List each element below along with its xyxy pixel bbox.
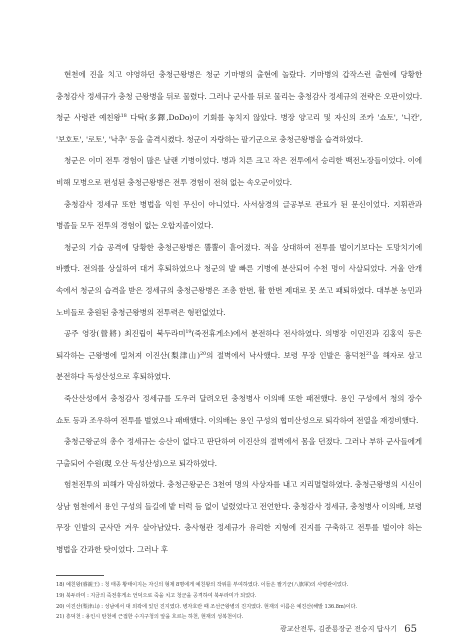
footnotes	[56, 580, 422, 623]
running-footer-title: 광교산전투, 김준룡장군 전승지 답사기	[279, 625, 398, 633]
paragraph-text: 죽산산성에서 충청감사 정세규를 도우러 달려오던 충청병사 이의배 또한 패전했다. 용인 구성에서 청의 장수 쇼토 등과 조우하여 전투를 벌였으나 패배했다. 이의배는 용인 구성의 협미산성으로 퇴각하여 전열을 재정비했다.	[56, 393, 422, 425]
page-footer	[280, 624, 417, 635]
footnote-ref[interactable]: 18	[120, 113, 127, 120]
paragraph	[56, 194, 422, 237]
paragraph-text: 청군의 기습 공격에 당황한 충청근왕병은 뿔뿔이 흩어졌다. 적을 상대하여 전투를 벌이기보다는 도망치기에 바빴다. 전의를 상실하여 대거 후퇴하였으나 청군의 발 빠른 기병에 분산되어 수천 명이 사살되었다. 겨울 안개 속에서 청군의 습격을 받은 정세규의 충청근왕병은 조총 한번, 활 한번 제대로 못 쏘고 패퇴하였다. 대부분 농민과 노비들로 충원된 충청근왕병의 전투력은 형편없었다.	[56, 242, 422, 317]
paragraph	[56, 64, 422, 150]
paragraph-text: 공주 영장(營將) 최진립이 북두라미	[64, 329, 186, 339]
paragraph-text: 현천에 진을 치고 야영하던 충청근왕병은 청군 기마병의 출현에 놀랐다. 기마병의 갑작스런 출현에 당황한 충청감사 정세규가 충청 근왕병을 뒤로 물렸다. 그러나 군사를 뒤로 물리는 충청감사 정세규의 전략은 오판이었다. 청군 사령관 예친왕	[56, 70, 422, 123]
footnote: 19) 북두라미 : 지금의 죽전휴게소 언덕으로 죽을 치고 청군을 공격하여 북두라미가 되었다.	[56, 592, 257, 599]
paragraph-text: 다탁(多鐸,DoDo)이 기회를 놓치지 않았다. 병장 양고리 및 자신의 조카 '쇼토', '니칸', '보호토', '로토', '낙추' 등을 출격시켰다. 청군이 자랑하는 팔기군으로 충청근왕병을 습격하였다.	[56, 113, 422, 144]
paragraph	[56, 388, 422, 431]
footnote-ref[interactable]: 19	[185, 329, 192, 336]
paragraph-text: 험천전투의 피해가 막심하였다. 충청근왕군은 3천여 명의 사상자를 내고 지리멸렬하였다. 충청근왕병의 시신이 상남 험천에서 용인 구성의 들길에 밭 터럭 듬 없이 널렸었다고 전언한다. 충청감사 정세규, 충청병사 이의배, 보령 무장 인발의 군사만 겨우 살아남았다. 충사형관 정세규가 유리한 지형에 진지를 구축하고 전투를 벌이야 하는 병법을 간과한 탓이었다. 그러나 후	[56, 480, 422, 555]
paragraph	[56, 150, 422, 193]
footnote: 20) 이진산(梨津山) : 성남에서 대 외곽에 있던 진지였다. 병자호란 때 조선근왕병의 진지였다. 현재의 이름은 예진산(해발 136.8m)이다.	[56, 603, 357, 610]
paragraph	[56, 237, 422, 323]
paragraph	[56, 474, 422, 560]
paragraph-text: (죽전휴게소)에서 분전하다 전사하였다. 의병장 이민진과 김홍익 등은 퇴각하는 근왕병에 밀쳐져 이진산(梨津山)	[56, 329, 423, 360]
paragraph-text: 충청근왕군의 총수 정세규는 승산이 없다고 판단하여 이진산의 절벽에서 몸을 던졌다. 그러나 부하 군사들에게 구출되어 수원(現 오산 독성산성)으로 퇴각하였다.	[56, 437, 422, 468]
body-text	[56, 64, 422, 561]
footnote: 18) 예친왕(睿親王) : 청 태종 황태이지는 자신의 형제 8명에게 예친왕의 작위를 부여하였다. 이들은 팔기군(八旗軍)의 사령관이었다.	[56, 582, 349, 588]
paragraph-text: 을 해자로 삼고 분전하다 독성산성으로 후퇴하였다.	[56, 350, 422, 382]
footnote: 21) 흥덕천 : 용인시 탄천에 근접한 수지구청의 앞을 흐르는 하천, 현재의 성복천이다.	[56, 614, 244, 621]
paragraph	[56, 323, 422, 388]
paragraph-text: 의 절벽에서 낙사했다. 보령 무장 인발은 흉덕천	[206, 350, 366, 360]
page-number: 65	[404, 624, 417, 635]
footnote-ref[interactable]: 21	[365, 350, 372, 357]
paragraph	[56, 431, 422, 474]
footnote-separator	[56, 575, 104, 576]
paragraph-text: 청군은 이미 전투 경험이 많은 날랜 기병이었다. 병과 치른 크고 작은 전투에서 승리한 백전노장들이었다. 이에 비해 모병으로 편성된 충청근왕병은 전투 경험이 전혀 없는 속오군이었다.	[56, 156, 422, 187]
footnote-ref[interactable]: 20	[199, 350, 207, 357]
paragraph-text: 충청감사 정세규 또한 병법을 익힌 무신이 아니었다. 사서삼경의 글공부로 관료가 된 문신이었다. 지휘관과 병졸들 모두 전투의 경험이 없는 오합지졸이었다.	[56, 199, 422, 231]
